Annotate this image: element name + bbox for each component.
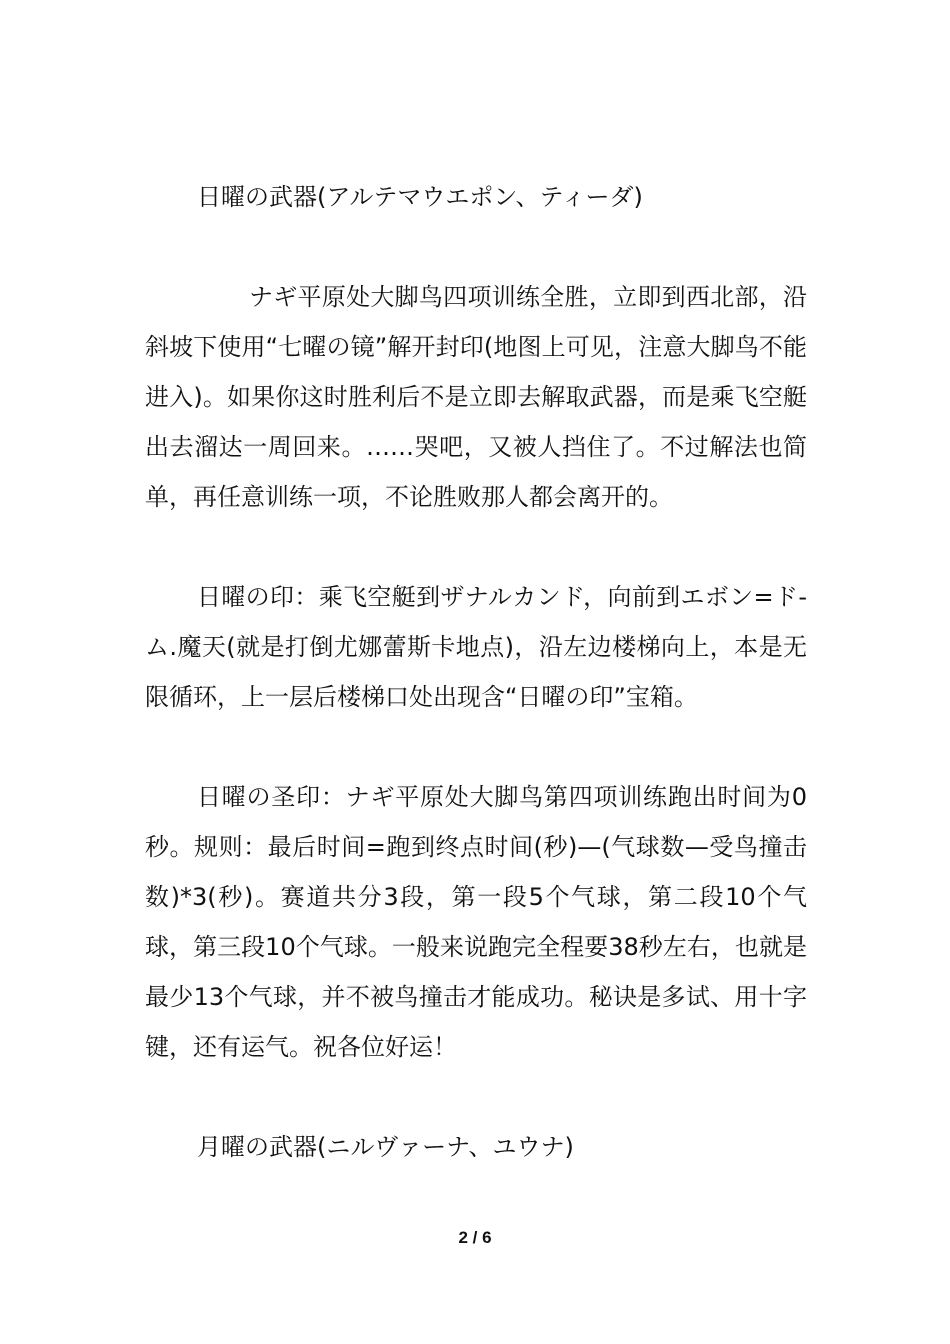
paragraph-sunday-sigil: 日曜の圣印：ナギ平原处大脚鸟第四项训练跑出时间为0秒。规则：最后时间=跑到终点时间(秒)—(气球数—受鸟撞击数)*3(秒)。赛道共分3段，第一段5个气球，第二段10个气球，第三段10个气球。一般来说跑完全程要38秒左右，也就是最少13个气球，并不被鸟撞击才能成功。秘诀是多试、用十字键，还有运气。祝各位好运！ <box>145 783 807 1061</box>
document-body <box>145 172 807 1172</box>
paragraph-sunday-crest: 日曜の印：乘飞空艇到ザナルカンド，向前到エボン=ド-ム.魔天(就是打倒尤娜蕾斯卡地点)，沿左边楼梯向上，本是无限循环，上一层后楼梯口处出现含“日曜の印”宝箱。 <box>145 583 807 711</box>
paragraph-sunday-weapon-unlock: ナギ平原处大脚鸟四项训练全胜，立即到西北部，沿斜坡下使用“七曜の镜”解开封印(地图上可见，注意大脚鸟不能进入)。如果你这时胜利后不是立即去解取武器，而是乘飞空艇出去溜达一周回来。……哭吧，又被人挡住了。不过解法也简单，再任意训练一项，不论胜败那人都会离开的。 <box>145 283 807 511</box>
heading-sunday-weapon: 日曜の武器(アルテマウエポン、ティーダ) <box>197 183 643 211</box>
heading-monday-weapon: 月曜の武器(ニルヴァーナ、ユウナ) <box>197 1133 574 1161</box>
page-number: 2 / 6 <box>458 1228 492 1247</box>
